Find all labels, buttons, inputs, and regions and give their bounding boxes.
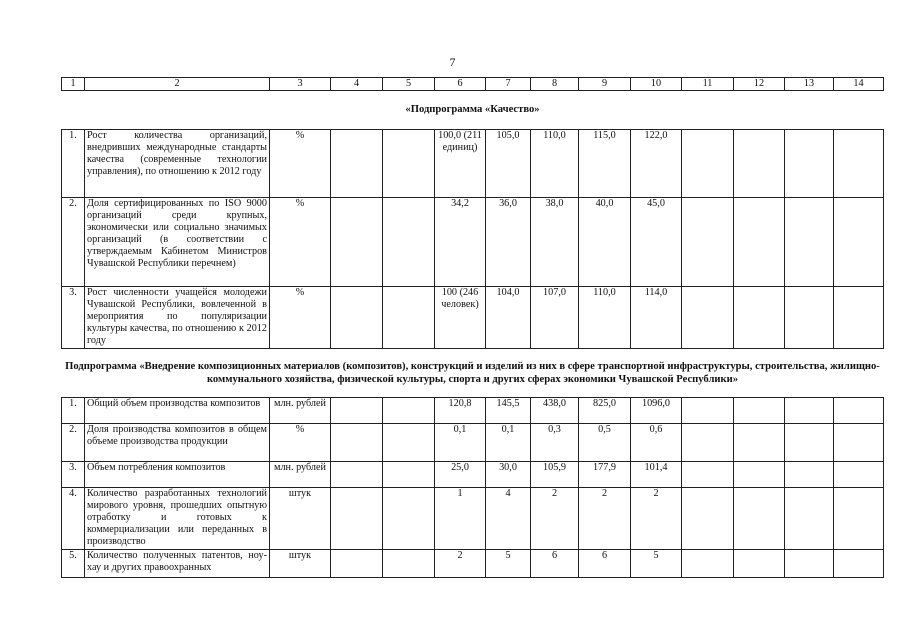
value-cell [834,488,884,550]
value-cell [682,462,734,488]
value-cell: 2 [631,488,682,550]
value-cell [785,550,834,578]
indicator-name: Рост численности учащейся молодежи Чувашской Республики, вовлеченной в мероприятия по популяризации культуры качества, по отношению к 2012 году [85,287,270,349]
value-cell [682,287,734,349]
unit-cell: % [270,287,331,349]
value-cell: 30,0 [486,462,531,488]
value-cell: 115,0 [579,130,631,198]
page-number: 7 [449,55,456,69]
value-cell [834,398,884,424]
value-cell [785,287,834,349]
table-row [62,198,884,287]
value-cell: 104,0 [486,287,531,349]
section-header-row [62,91,884,130]
value-cell: 34,2 [435,198,486,287]
value-cell [383,287,435,349]
table-row [62,130,884,198]
value-cell: 25,0 [435,462,486,488]
column-header: 13 [785,78,834,91]
value-cell: 114,0 [631,287,682,349]
column-header: 4 [331,78,383,91]
value-cell: 36,0 [486,198,531,287]
column-header: 11 [682,78,734,91]
value-cell [331,398,383,424]
value-cell [834,287,884,349]
table-row [62,398,884,424]
column-number-header [62,78,884,91]
value-cell [331,488,383,550]
indicators-table [61,77,884,578]
row-number: 2. [62,424,85,462]
unit-cell: % [270,130,331,198]
value-cell [785,488,834,550]
value-cell [734,398,785,424]
column-header: 9 [579,78,631,91]
value-cell: 2 [579,488,631,550]
value-cell [383,462,435,488]
value-cell [331,198,383,287]
value-cell [834,462,884,488]
value-cell [734,462,785,488]
value-cell: 105,9 [531,462,579,488]
value-cell: 6 [579,550,631,578]
value-cell [331,462,383,488]
table-row [62,424,884,462]
indicator-name: Общий объем производства композитов [85,398,270,424]
value-cell [383,130,435,198]
section-header-row [62,349,884,398]
value-cell: 45,0 [631,198,682,287]
column-header: 8 [531,78,579,91]
column-header: 12 [734,78,785,91]
value-cell [682,130,734,198]
value-cell: 40,0 [579,198,631,287]
value-cell [834,198,884,287]
unit-cell: млн. рублей [270,398,331,424]
value-cell [834,424,884,462]
value-cell [682,550,734,578]
value-cell [331,550,383,578]
value-cell: 177,9 [579,462,631,488]
value-cell: 438,0 [531,398,579,424]
column-header: 10 [631,78,682,91]
indicator-name: Объем потребления композитов [85,462,270,488]
value-cell: 0,3 [531,424,579,462]
value-cell [734,287,785,349]
row-number: 1. [62,130,85,198]
column-header: 14 [834,78,884,91]
value-cell: 2 [531,488,579,550]
value-cell: 2 [435,550,486,578]
value-cell: 0,1 [435,424,486,462]
column-header: 2 [85,78,270,91]
value-cell: 38,0 [531,198,579,287]
table-row [62,462,884,488]
value-cell: 110,0 [579,287,631,349]
value-cell [785,424,834,462]
value-cell: 100 (246 человек) [435,287,486,349]
table-row [62,488,884,550]
column-header: 1 [62,78,85,91]
column-header: 7 [486,78,531,91]
value-cell: 4 [486,488,531,550]
table-row [62,287,884,349]
value-cell [383,488,435,550]
value-cell: 107,0 [531,287,579,349]
value-cell [331,287,383,349]
value-cell [734,488,785,550]
value-cell [734,550,785,578]
value-cell [383,550,435,578]
value-cell [734,130,785,198]
unit-cell: штук [270,550,331,578]
indicator-name: Доля производства композитов в общем объеме производства продукции [85,424,270,462]
column-header: 5 [383,78,435,91]
value-cell: 5 [631,550,682,578]
value-cell [682,398,734,424]
value-cell [834,130,884,198]
row-number: 2. [62,198,85,287]
value-cell [734,424,785,462]
row-number: 1. [62,398,85,424]
value-cell [682,198,734,287]
value-cell [331,424,383,462]
value-cell [785,198,834,287]
value-cell [383,424,435,462]
value-cell [834,550,884,578]
value-cell [682,488,734,550]
value-cell: 6 [531,550,579,578]
table-row [62,550,884,578]
value-cell: 1 [435,488,486,550]
indicator-name: Рост количества организаций, внедривших международные стандарты качества (современные технологии управления), по отношению к 2012 году [85,130,270,198]
section-title: «Подпрограмма «Качество» [62,91,884,130]
indicator-name: Доля сертифицированных по ISO 9000 организаций среди крупных, экономически или социально значимых организаций (в соответствии с утверждаемым Кабинетом Министров Чувашской Республики перечнем) [85,198,270,287]
value-cell [785,398,834,424]
value-cell: 5 [486,550,531,578]
value-cell: 0,1 [486,424,531,462]
value-cell: 122,0 [631,130,682,198]
unit-cell: штук [270,488,331,550]
row-number: 4. [62,488,85,550]
value-cell: 1096,0 [631,398,682,424]
indicator-name: Количество полученных патентов, ноу-хау и других правоохранных [85,550,270,578]
value-cell [383,198,435,287]
value-cell: 101,4 [631,462,682,488]
column-header: 6 [435,78,486,91]
unit-cell: % [270,424,331,462]
value-cell: 825,0 [579,398,631,424]
row-number: 3. [62,287,85,349]
row-number: 5. [62,550,85,578]
value-cell [734,198,785,287]
unit-cell: % [270,198,331,287]
value-cell [785,130,834,198]
value-cell: 120,8 [435,398,486,424]
column-header: 3 [270,78,331,91]
value-cell: 0,6 [631,424,682,462]
section-title: Подпрограмма «Внедрение композиционных материалов (композитов), конструкций и изделий из них в сфере транспортной инфраструктуры, строительства, жилищно-коммунального хозяйства, физической культуры, спорта и других сферах экономики Чувашской Республики» [62,349,884,398]
value-cell: 145,5 [486,398,531,424]
unit-cell: млн. рублей [270,462,331,488]
value-cell [785,462,834,488]
indicator-name: Количество разработанных технологий мирового уровня, прошедших опытную отработку и готовых к коммерциализации или переданных в производство [85,488,270,550]
value-cell [383,398,435,424]
value-cell: 105,0 [486,130,531,198]
value-cell [682,424,734,462]
value-cell [331,130,383,198]
row-number: 3. [62,462,85,488]
value-cell: 110,0 [531,130,579,198]
value-cell: 100,0 (211 единиц) [435,130,486,198]
value-cell: 0,5 [579,424,631,462]
